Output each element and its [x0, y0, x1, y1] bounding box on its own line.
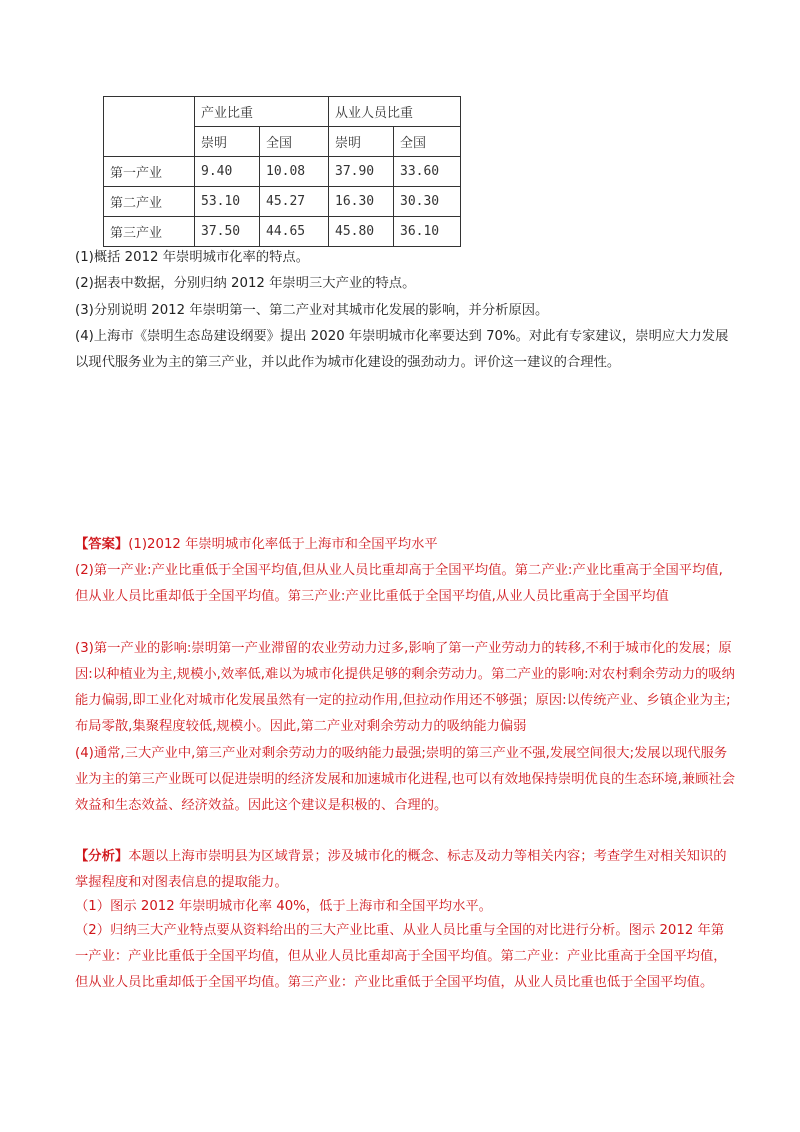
answer-1: [75, 532, 735, 558]
industry-ratio-table: [103, 96, 461, 247]
subheader-national: 全国: [394, 127, 461, 157]
subheader-national: 全国: [260, 127, 329, 157]
table-cell: 33.60: [394, 157, 461, 187]
analysis-1: （1）图示 2012 年崇明城市化率 40%，低于上海市和全国平均水平。: [75, 899, 492, 914]
table-row: [104, 157, 461, 187]
table-cell: 53.10: [195, 187, 260, 217]
analysis-2: （2）归纳三大产业特点要从资料给出的三大产业比重、从业人员比重与全国的对比进行分析。图示 2012 年第一产业：产业比重低于全国平均值，但从业人员比重却高于全国平均值。第二产业：产业比重高于全国平均值，但从业人员比重却低于全国平均值。第三产业：产业比重低于全国平均值，从业人员比重也低于全国平均值。: [75, 923, 727, 990]
table-cell: 9.40: [195, 157, 260, 187]
table-cell: 37.90: [329, 157, 394, 187]
question-1: (1)概括 2012 年崇明城市化率的特点。: [75, 250, 309, 265]
table-cell: 10.08: [260, 157, 329, 187]
table-cell: 45.27: [260, 187, 329, 217]
subheader-chongming: 崇明: [329, 127, 394, 157]
table-cell: 30.30: [394, 187, 461, 217]
table-cell: 37.50: [195, 217, 260, 247]
question-3: (3)分别说明 2012 年崇明第一、第二产业对其城市化发展的影响，并分析原因。: [75, 303, 549, 318]
analysis-intro-text: 本题以上海市崇明县为区域背景；涉及城市化的概念、标志及动力等相关内容；考查学生对相关知识的掌握程度和对图表信息的提取能力。: [75, 849, 727, 890]
subheader-chongming: 崇明: [195, 127, 260, 157]
table-cell: 45.80: [329, 217, 394, 247]
header-employment-ratio: 从业人员比重: [329, 97, 461, 127]
answer-2: (2)第一产业:产业比重低于全国平均值,但从业人员比重却高于全国平均值。第二产业:产业比重高于全国平均值,但从业人员比重却低于全国平均值。第三产业:产业比重低于全国平均值,从业人员比重高于全国平均值: [75, 563, 723, 604]
analysis-intro: [75, 844, 735, 896]
row-label: 第一产业: [104, 157, 195, 187]
answer-1-text: (1)2012 年崇明城市化率低于上海市和全国平均水平: [128, 537, 438, 552]
table-cell: 44.65: [260, 217, 329, 247]
table-cell: 16.30: [329, 187, 394, 217]
table-cell: 36.10: [394, 217, 461, 247]
header-industry-ratio: 产业比重: [195, 97, 329, 127]
table-row: [104, 217, 461, 247]
answer-3: (3)第一产业的影响:崇明第一产业滞留的农业劳动力过多,影响了第一产业劳动力的转移,不利于城市化的发展；原因:以种植业为主,规模小,效率低,难以为城市化提供足够的剩余劳动力。第二产业的影响:对农村剩余劳动力的吸纳能力偏弱,即工业化对城市化发展虽然有一定的拉动作用,但拉动作用还不够强；原因:以传统产业、乡镇企业为主;布局零散,集聚程度较低,规模小。因此,第二产业对剩余劳动力的吸纳能力偏弱: [75, 641, 735, 734]
table-row: [104, 187, 461, 217]
table-header-row: [104, 97, 461, 127]
question-2: (2)据表中数据，分别归纳 2012 年崇明三大产业的特点。: [75, 276, 416, 291]
row-label: 第二产业: [104, 187, 195, 217]
answer-4: (4)通常,三大产业中,第三产业对剩余劳动力的吸纳能力最强;崇明的第三产业不强,发展空间很大;发展以现代服务业为主的第三产业既可以促进崇明的经济发展和加速城市化进程,也可以有效地保持崇明优良的生态环境,兼顾社会效益和生态效益、经济效益。因此这个建议是积极的、合理的。: [75, 746, 735, 813]
analysis-tag: 【分析】: [75, 849, 129, 864]
table-corner-cell: [104, 97, 195, 157]
answer-tag: 【答案】: [75, 537, 129, 552]
question-4: (4)上海市《崇明生态岛建设纲要》提出 2020 年崇明城市化率要达到 70%。对此有专家建议，崇明应大力发展以现代服务业为主的第三产业，并以此作为城市化建设的强劲动力。评价这一建议的合理性。: [75, 329, 729, 370]
row-label: 第三产业: [104, 217, 195, 247]
